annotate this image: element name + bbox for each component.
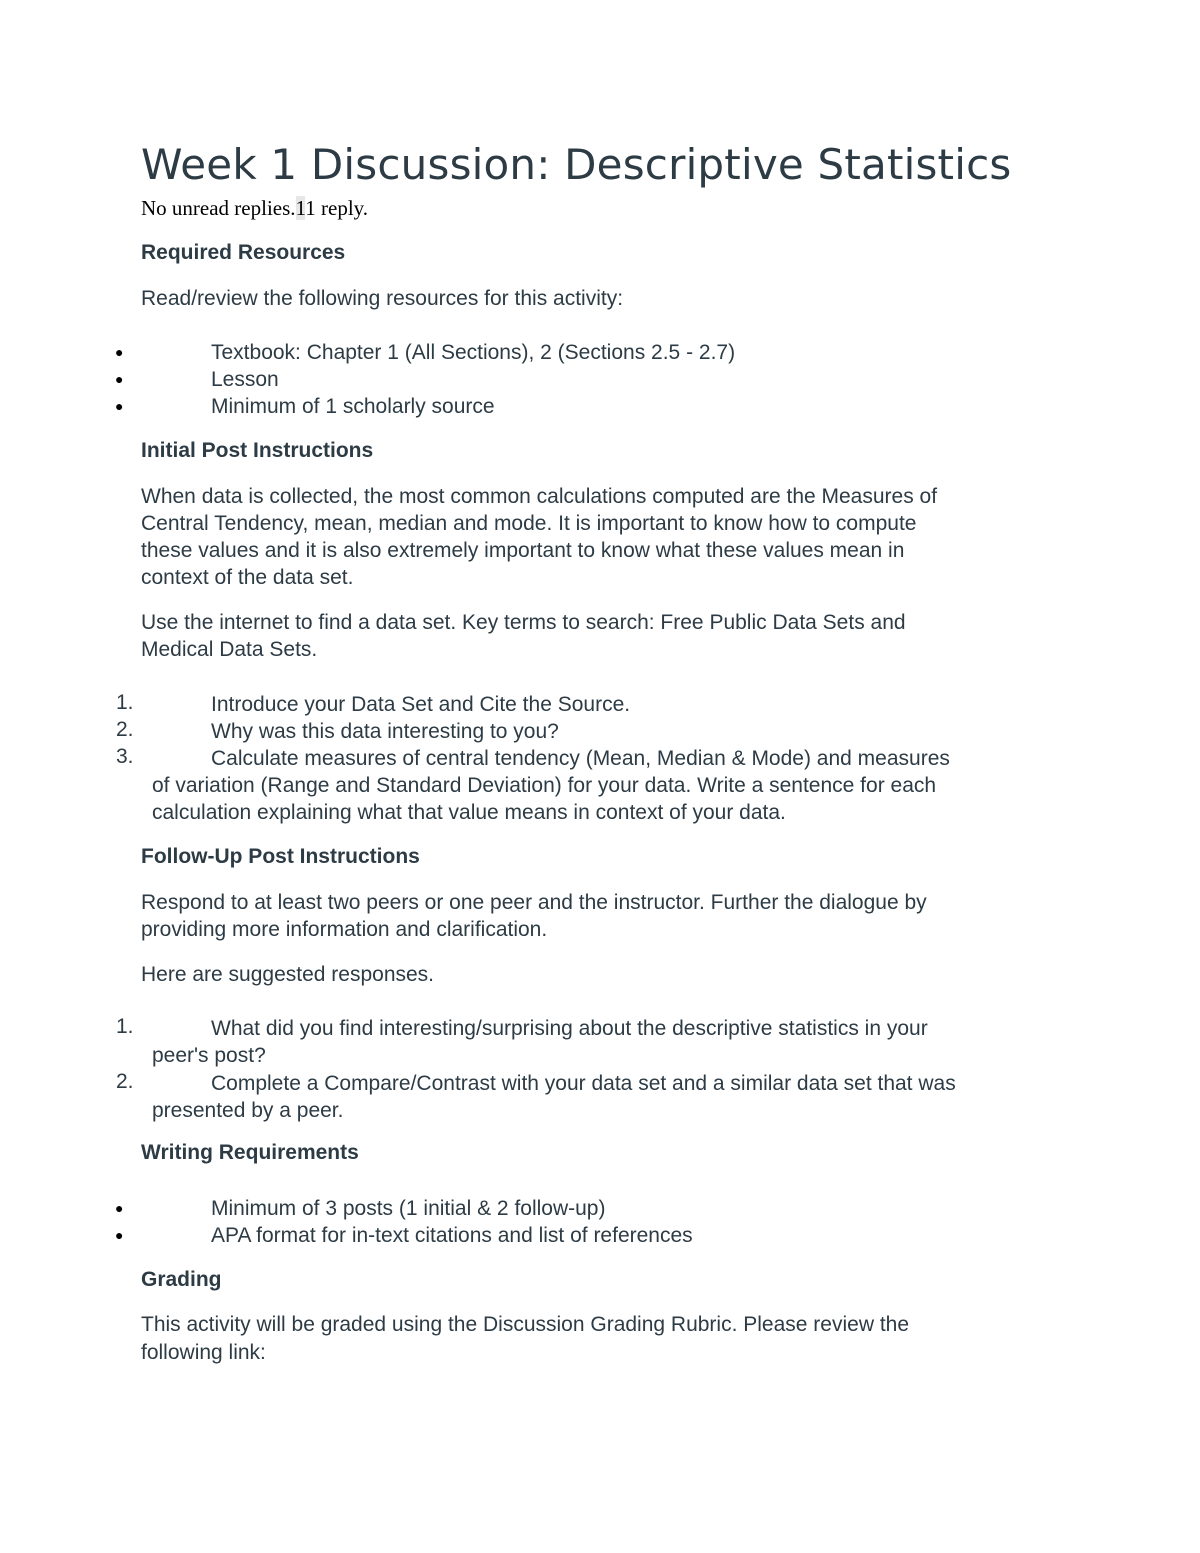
reply-count-link[interactable]: 1 reply.	[305, 196, 369, 220]
heading-required-resources: Required Resources	[141, 241, 346, 264]
heading-followup-post: Follow-Up Post Instructions	[141, 845, 420, 868]
initial-para2-line: Medical Data Sets.	[141, 638, 318, 661]
bullet-icon: ●	[115, 344, 124, 360]
followup-para-line: providing more information and clarification.	[141, 918, 548, 941]
list-item-continued: presented by a peer.	[152, 1099, 344, 1122]
page-title: Week 1 Discussion: Descriptive Statistics	[141, 140, 1012, 189]
reply-count-highlight: 1	[295, 196, 306, 220]
list-item: Complete a Compare/Contrast with your data set and a similar data set that was	[211, 1072, 956, 1095]
bullet-icon: ●	[115, 398, 124, 414]
list-item: What did you find interesting/surprising about the descriptive statistics in your	[211, 1017, 928, 1040]
heading-writing-requirements: Writing Requirements	[141, 1141, 359, 1164]
list-item-continued: peer's post?	[152, 1044, 266, 1067]
list-item: Introduce your Data Set and Cite the Source.	[211, 693, 631, 716]
list-number: 1.	[116, 691, 134, 714]
list-item: Calculate measures of central tendency (Mean, Median & Mode) and measures	[211, 747, 950, 770]
grading-para-line: following link:	[141, 1341, 266, 1364]
list-item: Minimum of 3 posts (1 initial & 2 follow-up)	[211, 1197, 606, 1220]
list-item-continued: of variation (Range and Standard Deviation) for your data. Write a sentence for each	[152, 774, 937, 797]
list-item: APA format for in-text citations and list of references	[211, 1224, 693, 1247]
list-item: Textbook: Chapter 1 (All Sections), 2 (Sections 2.5 - 2.7)	[211, 341, 736, 364]
initial-para-line: When data is collected, the most common calculations computed are the Measures of	[141, 485, 938, 508]
heading-grading: Grading	[141, 1268, 222, 1291]
unread-replies-text: No unread replies.	[141, 196, 296, 220]
list-number: 1.	[116, 1015, 134, 1038]
bullet-icon: ●	[115, 1200, 124, 1216]
followup-para-line: Respond to at least two peers or one peer and the instructor. Further the dialogue by	[141, 891, 927, 914]
required-resources-intro: Read/review the following resources for this activity:	[141, 287, 624, 310]
heading-initial-post: Initial Post Instructions	[141, 439, 374, 462]
grading-para-line: This activity will be graded using the Discussion Grading Rubric. Please review the	[141, 1313, 910, 1336]
list-item: Minimum of 1 scholarly source	[211, 395, 495, 418]
bullet-icon: ●	[115, 371, 124, 387]
initial-para2-line: Use the internet to find a data set. Key terms to search: Free Public Data Sets and	[141, 611, 906, 634]
list-number: 2.	[116, 718, 134, 741]
list-number: 2.	[116, 1070, 134, 1093]
followup-para2: Here are suggested responses.	[141, 963, 435, 986]
list-number: 3.	[116, 745, 134, 768]
initial-para-line: these values and it is also extremely important to know what these values mean in	[141, 539, 905, 562]
list-item-continued: calculation explaining what that value means in context of your data.	[152, 801, 786, 824]
initial-para-line: context of the data set.	[141, 566, 354, 589]
list-item: Lesson	[211, 368, 279, 391]
list-item: Why was this data interesting to you?	[211, 720, 559, 743]
bullet-icon: ●	[115, 1227, 124, 1243]
initial-para-line: Central Tendency, mean, median and mode. It is important to know how to compute	[141, 512, 917, 535]
reply-status	[141, 196, 368, 221]
